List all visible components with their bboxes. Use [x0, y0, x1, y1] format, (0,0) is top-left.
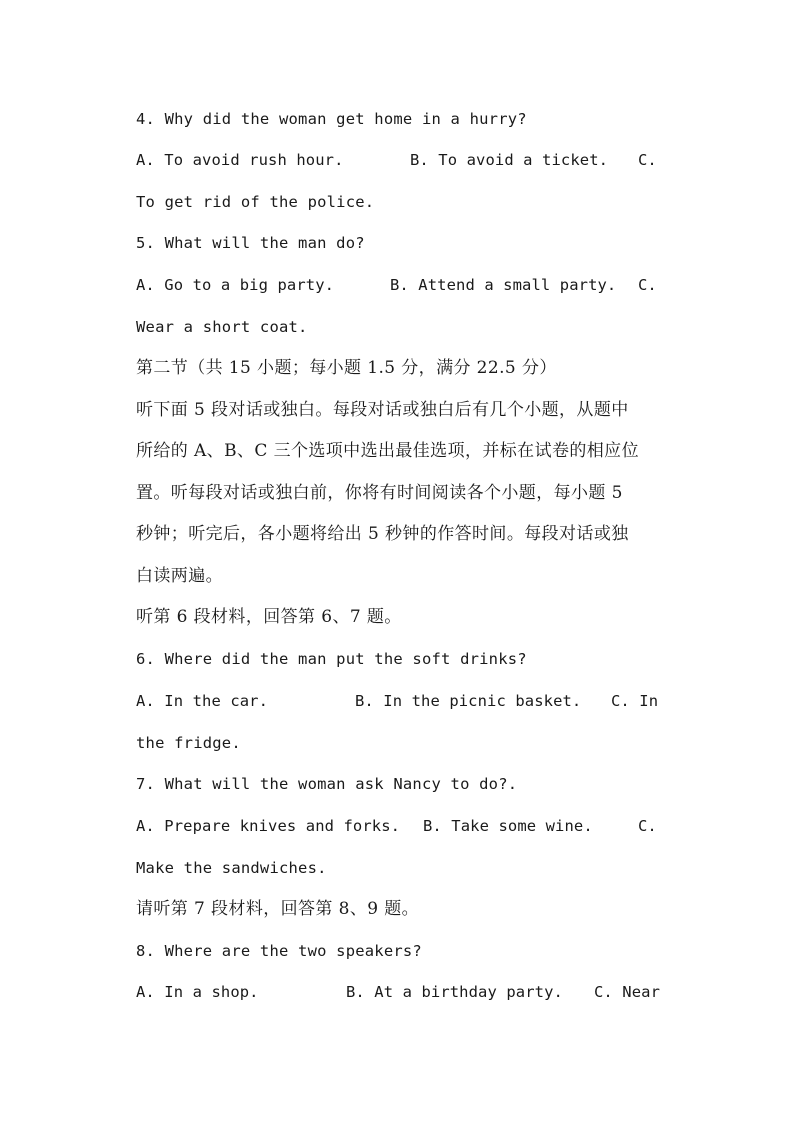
q8-option-a: A. In a shop. [136, 983, 259, 1001]
q8-option-b: B. At a birthday party. [346, 983, 563, 1001]
q7-option-c-text: Make the sandwiches. [136, 859, 327, 877]
section-2-heading: 第二节（共 15 小题；每小题 1.5 分，满分 22.5 分） [136, 358, 557, 378]
q4-option-c-label: C. [638, 151, 657, 169]
q8-option-c-label: C. Near [594, 983, 661, 1001]
q4-option-a: A. To avoid rush hour. [136, 151, 344, 169]
question-7: 7. What will the woman ask Nancy to do?. [136, 775, 518, 793]
q7-option-b: B. Take some wine. [423, 817, 593, 835]
question-4: 4. Why did the woman get home in a hurry? [136, 110, 527, 128]
material-7-intro: 请听第 7 段材料，回答第 8、9 题。 [136, 899, 420, 919]
section-2-instruction-line-5: 白读两遍。 [136, 566, 223, 586]
q7-option-c-label: C. [638, 817, 657, 835]
q6-option-b: B. In the picnic basket. [355, 692, 582, 710]
question-6: 6. Where did the man put the soft drinks? [136, 650, 527, 668]
q6-option-c-text: the fridge. [136, 734, 241, 752]
q6-option-a: A. In the car. [136, 692, 269, 710]
section-2-instruction-line-1: 听下面 5 段对话或独白。每段对话或独白后有几个小题，从题中 [136, 400, 629, 420]
q4-option-c-text: To get rid of the police. [136, 193, 375, 211]
q5-option-a: A. Go to a big party. [136, 276, 335, 294]
q5-option-c-text: Wear a short coat. [136, 318, 308, 336]
section-2-instruction-line-3: 置。听每段对话或独白前，你将有时间阅读各个小题，每小题 5 [136, 483, 623, 503]
q6-option-c-label: C. In [611, 692, 659, 710]
section-2-instruction-line-4: 秒钟；听完后，各小题将给出 5 秒钟的作答时间。每段对话或独 [136, 524, 629, 544]
q5-option-c-label: C. [638, 276, 657, 294]
q5-option-b: B. Attend a small party. [390, 276, 617, 294]
q4-option-b: B. To avoid a ticket. [410, 151, 609, 169]
question-5: 5. What will the man do? [136, 234, 365, 252]
material-6-intro: 听第 6 段材料，回答第 6、7 题。 [136, 607, 402, 627]
q7-option-a: A. Prepare knives and forks. [136, 817, 401, 835]
section-2-instruction-line-2: 所给的 A、B、C 三个选项中选出最佳选项，并标在试卷的相应位 [136, 441, 639, 461]
question-8: 8. Where are the two speakers? [136, 942, 422, 960]
